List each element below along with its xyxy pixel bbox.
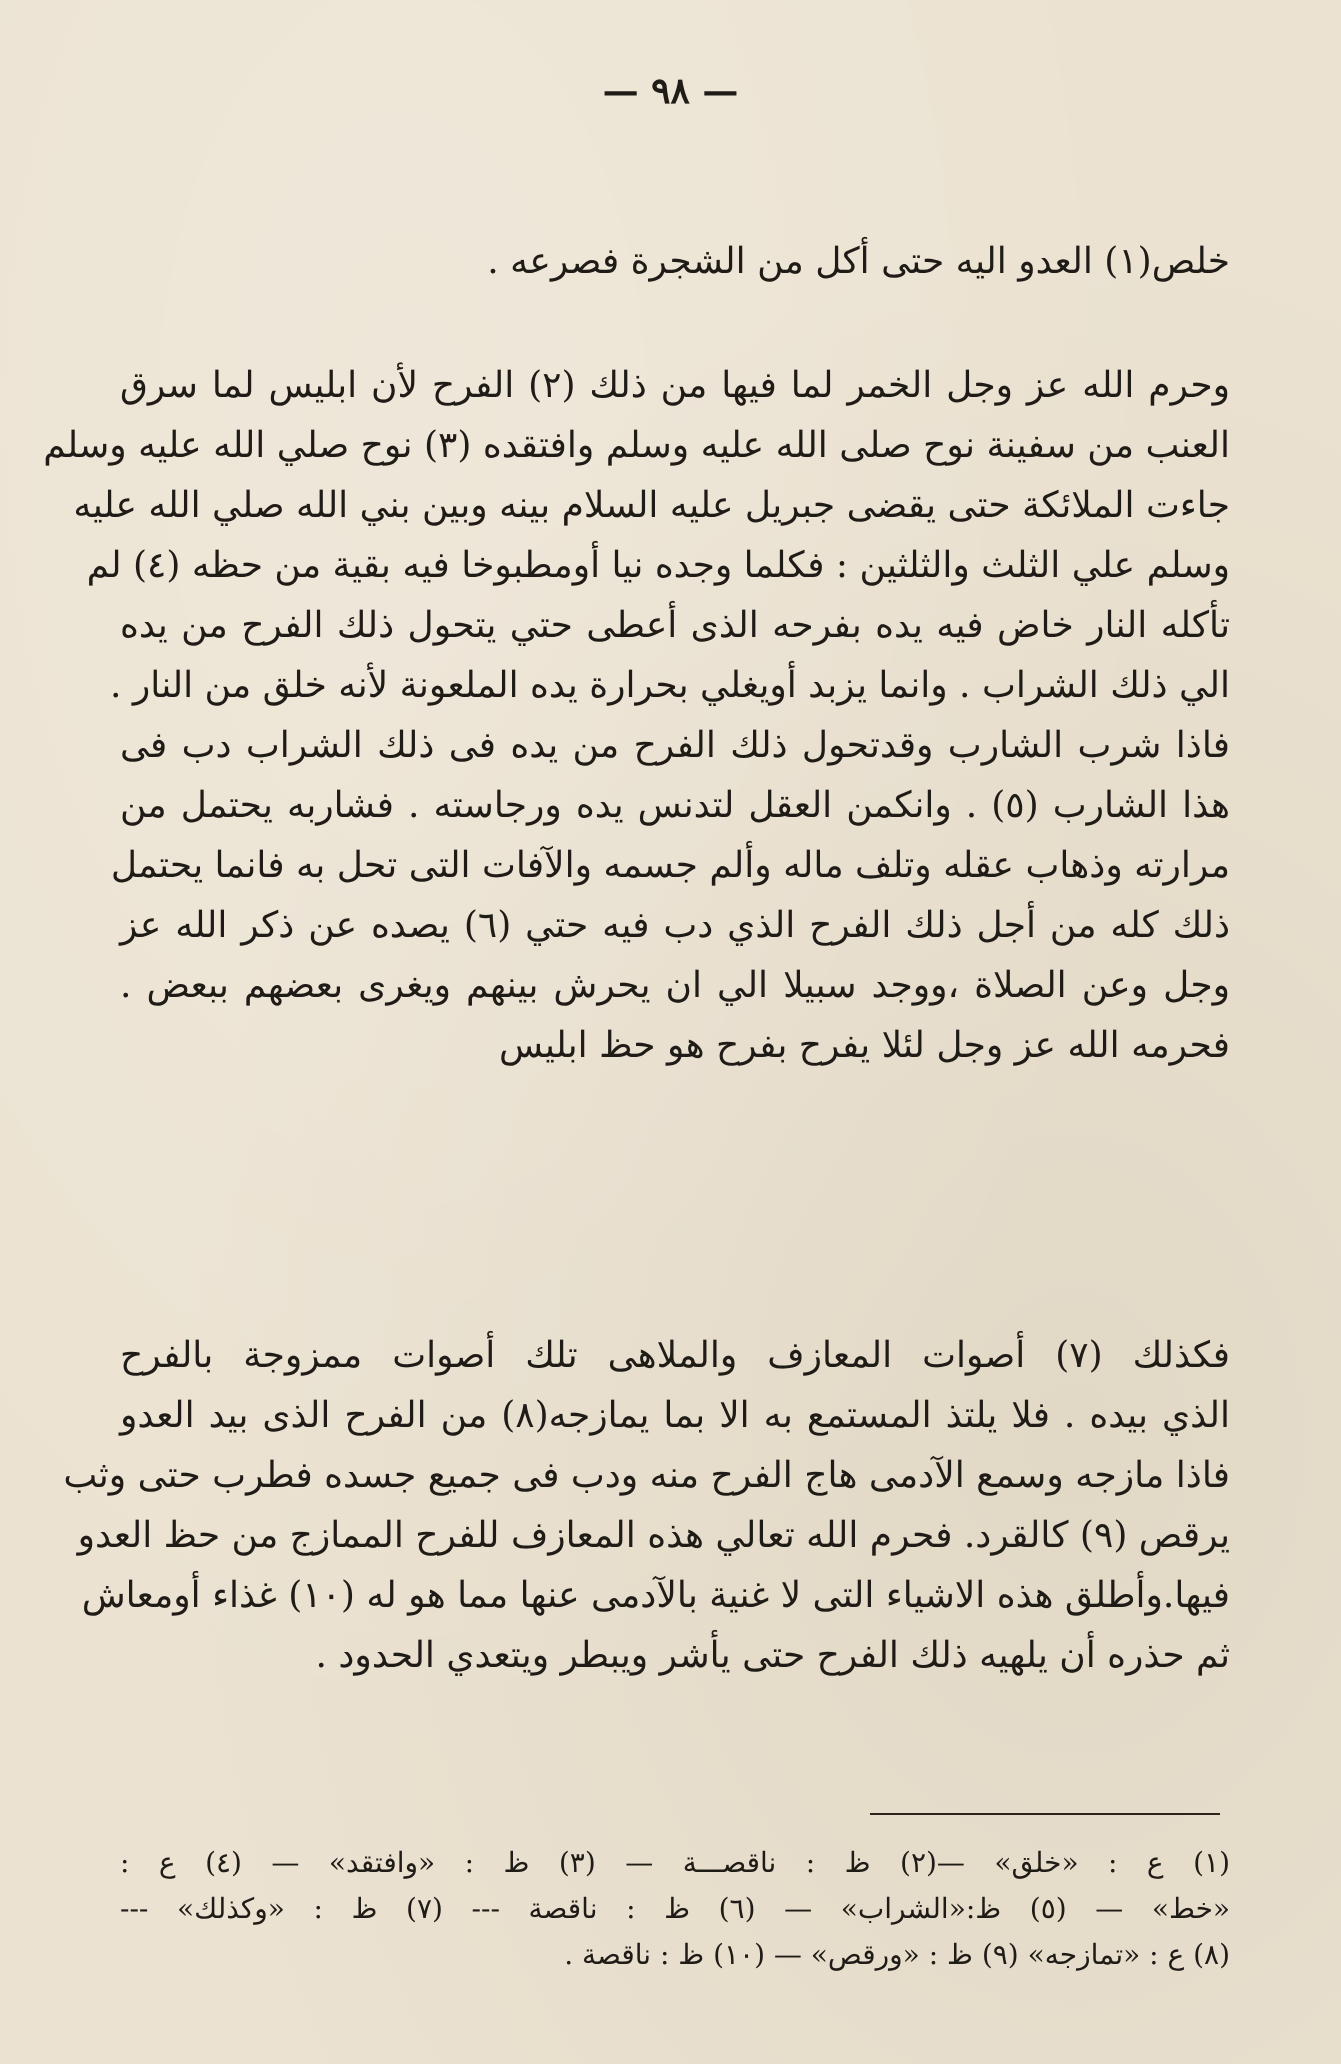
footnote-line: (١) ع : «خلق» —(٢) ظ : ناقصـــة — (٣) ظ : «وافتقد» — (٤) ع : [120,1846,1231,1879]
text-line: العنب من سفينة نوح صلى الله عليه وسلم وافتقده (٣) نوح صلي الله عليه وسلم [43,425,1230,466]
text-line: الي ذلك الشراب . وانما يزبد أويغلي بحرارة يده الملعونة لأنه خلق من النار . [110,665,1230,706]
text-line: الذي بيده . فلا يلتذ المستمع به الا بما يمازجه(٨) من الفرح الذى بيد العدو [120,1395,1230,1436]
text-line: جاءت الملائكة حتى يقضى جبريل عليه السلام بينه وبين بني الله صلي الله عليه [73,485,1230,526]
footnote-line: (٨) ع : «تمازجه» (٩) ظ : «ورقص» — (١٠) ظ : ناقصة . [564,1938,1230,1971]
text-line: تأكله النار خاض فيه يده بفرحه الذى أعطى حتي يتحول ذلك الفرح من يده [120,605,1230,646]
text-line: فيها.وأطلق هذه الاشياء التى لا غنية بالآدمى عنها مما هو له (١٠) غذاء أومعاش [81,1575,1230,1616]
paragraph-2 [43,356,1231,1076]
text-line: وسلم علي الثلث والثلثين : فكلما وجده نيا أومطبوخا فيه بقية من حظه (٤) لم [86,545,1230,586]
text-line: ثم حذره أن يلهيه ذلك الفرح حتى يأشر ويبطر ويتعدي الحدود . [315,1635,1230,1676]
page-number: — ٩٨ — [602,70,739,112]
text-line: ذلك كله من أجل ذلك الفرح الذي دب فيه حتي (٦) يصده عن ذكر الله عز [120,905,1230,946]
text-line: فاذا شرب الشارب وقدتحول ذلك الفرح من يده فى ذلك الشراب دب فى [120,725,1230,766]
text-line: فكذلك (٧) أصوات المعازف والملاهى تلك أصوات ممزوجة بالفرح [120,1335,1230,1376]
text-line: وجل وعن الصلاة ،ووجد سبيلا الي ان يحرش بينهم ويغرى بعضهم ببعض . [120,965,1230,1006]
paragraph-1 [120,232,1230,292]
text-line: فحرمه الله عز وجل لئلا يفرح بفرح هو حظ ابليس [498,1025,1230,1066]
text-line: هذا الشارب (٥) . وانكمن العقل لتدنس يده ورجاسته . فشاربه يحتمل من [120,785,1230,826]
text-line: مرارته وذهاب عقله وتلف ماله وألم جسمه والآفات التى تحل به فانما يحتمل [110,845,1230,886]
text-line: فاذا مازجه وسمع الآدمى هاج الفرح منه ودب فى جميع جسده فطرب حتى وثب [63,1455,1230,1496]
footnote-divider [870,1813,1220,1815]
footnote-line: «خط» — (٥) ظ:«الشراب» — (٦) ظ : ناقصة --- (٧) ظ : «وكذلك» --- [120,1892,1231,1925]
text-line: خلص(١) العدو اليه حتى أكل من الشجرة فصرعه . [487,241,1230,282]
footnotes [120,1840,1230,1978]
text-line: وحرم الله عز وجل الخمر لما فيها من ذلك (٢) الفرح لأن ابليس لما سرق [120,365,1231,406]
text-line: يرقص (٩) كالقرد. فحرم الله تعالي هذه المعازف للفرح الممازج من حظ العدو [77,1515,1230,1556]
paragraph-3 [63,1326,1230,1686]
